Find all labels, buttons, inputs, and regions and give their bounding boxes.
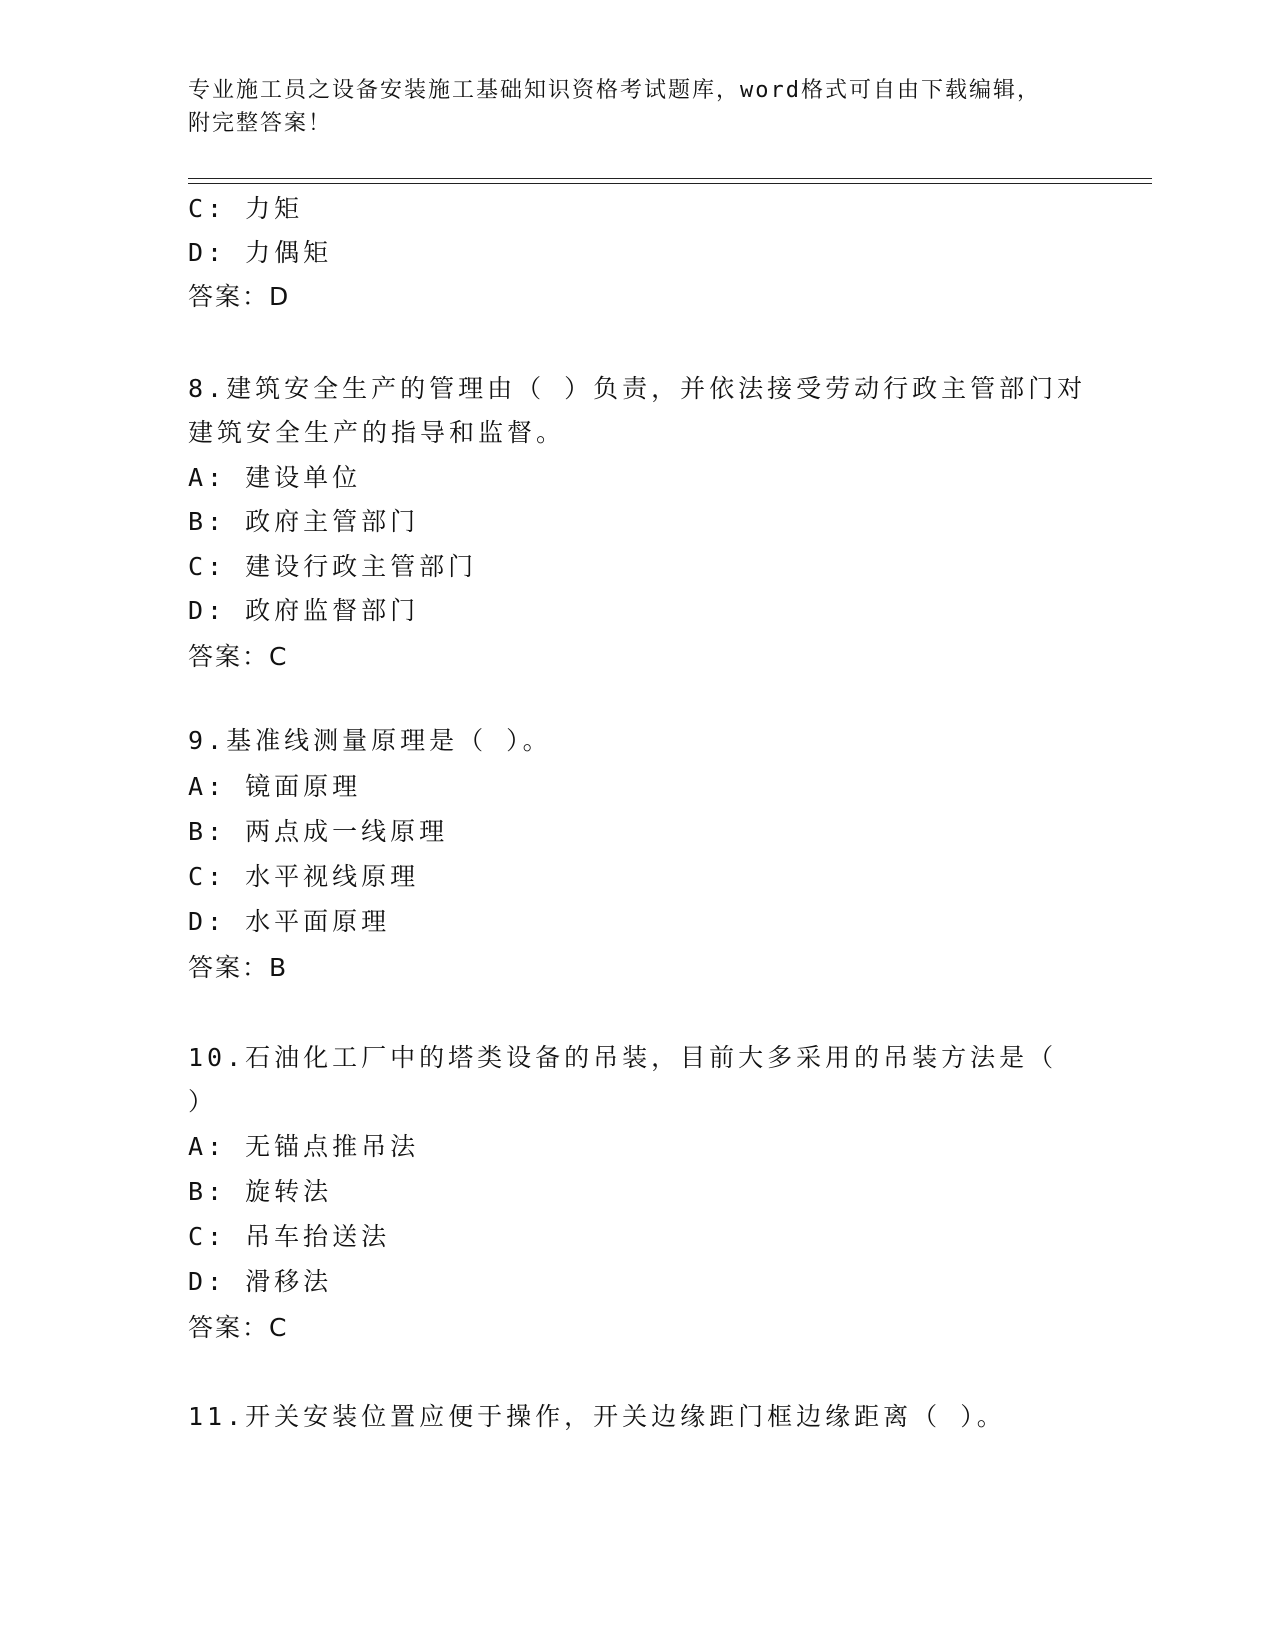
q10-option-d: D: 滑移法 [188,1267,333,1296]
q10-stem-line-2: ） [188,1087,218,1116]
q10-stem-line-1: 10.石油化工厂中的塔类设备的吊装，目前大多采用的吊装方法是（ [188,1043,1058,1072]
header-divider-bottom [188,183,1152,184]
q8-stem-line-1: 8.建筑安全生产的管理由（ ）负责，并依法接受劳动行政主管部门对 [188,374,1087,403]
prev-answer: 答案：D [188,282,291,311]
q9-option-b: B: 两点成一线原理 [188,817,449,846]
q10-option-a: A: 无锚点推吊法 [188,1132,420,1161]
q9-answer: 答案：B [188,953,289,982]
q8-stem-line-2: 建筑安全生产的指导和监督。 [188,418,566,447]
q10-option-b: B: 旋转法 [188,1177,333,1206]
prev-option-d: D: 力偶矩 [188,238,333,267]
q9-option-d: D: 水平面原理 [188,907,391,936]
document-header [188,74,1088,140]
prev-option-c: C: 力矩 [188,194,304,223]
header-divider-top [188,178,1152,179]
q8-answer: 答案：C [188,642,289,671]
header-line-2: 附完整答案！ [188,111,333,136]
q8-option-b: B: 政府主管部门 [188,507,420,536]
q8-option-a: A: 建设单位 [188,463,362,492]
q9-option-a: A: 镜面原理 [188,772,362,801]
q9-option-c: C: 水平视线原理 [188,862,420,891]
q10-option-c: C: 吊车抬送法 [188,1222,391,1251]
q8-option-c: C: 建设行政主管部门 [188,552,478,581]
q11-stem-line-1: 11.开关安装位置应便于操作，开关边缘距门框边缘距离（ ）。 [188,1402,1006,1431]
q9-stem-line-1: 9.基准线测量原理是（ ）。 [188,726,552,755]
q10-answer: 答案：C [188,1313,289,1342]
q8-option-d: D: 政府监督部门 [188,596,420,625]
header-line-1: 专业施工员之设备安装施工基础知识资格考试题库，word格式可自由下载编辑， [188,78,1041,103]
